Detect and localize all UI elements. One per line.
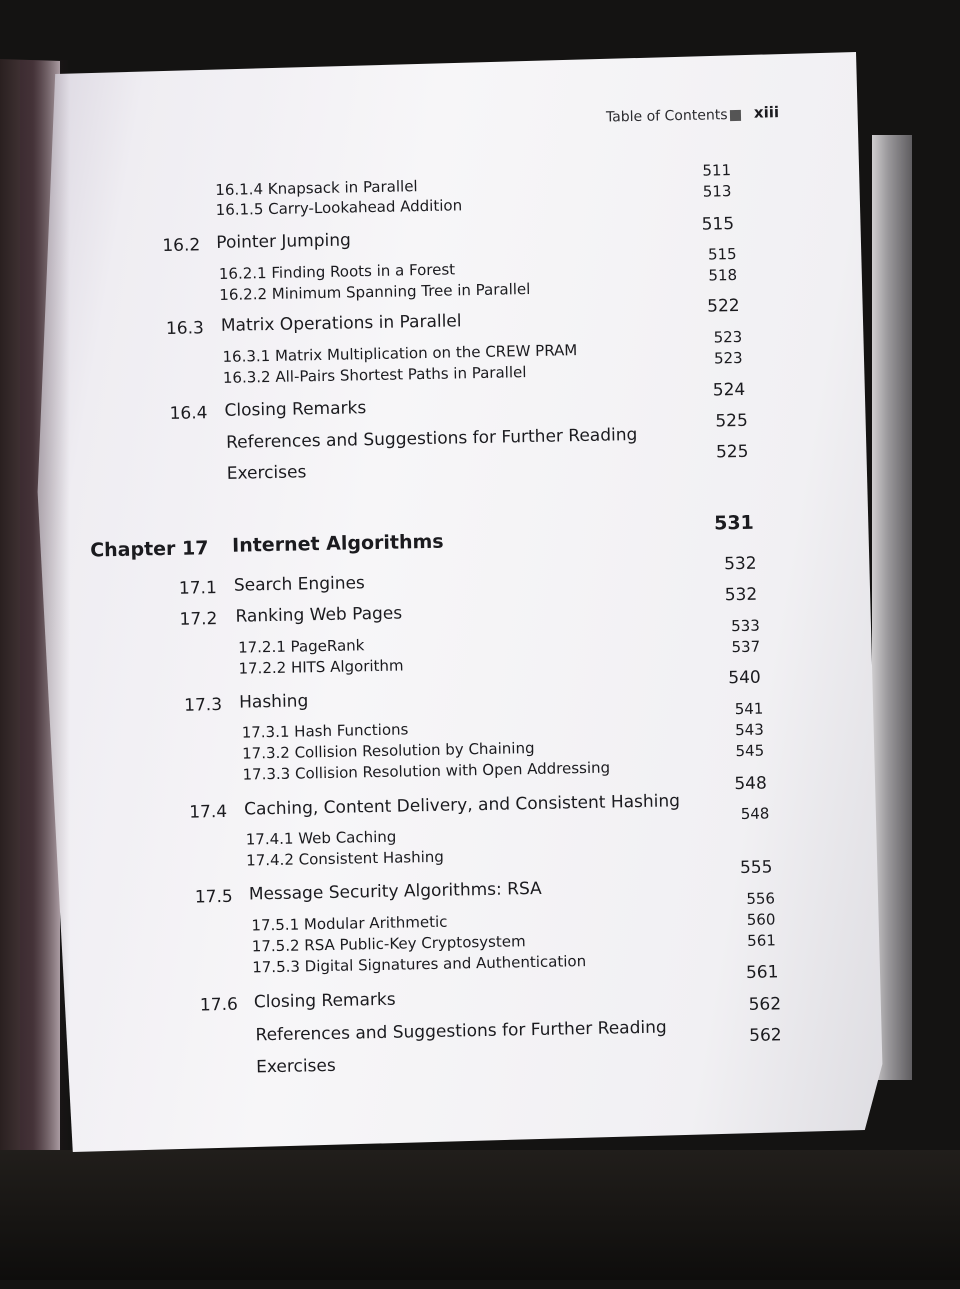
toc-section-label: References and Suggestions for Further Reading (225, 424, 638, 453)
toc-section-number: 16.4 (169, 403, 208, 424)
toc-page-number: 532 (724, 584, 758, 606)
toc-page-number: 513 (702, 182, 732, 201)
toc-section-number: 17.3 (184, 694, 223, 716)
toc-page-number: 511 (702, 161, 732, 180)
header-square-icon (730, 110, 741, 121)
toc-page-number: 560 (746, 910, 776, 929)
toc-subsection-label: 17.5.1 Modular Arithmetic (251, 912, 448, 935)
toc-subsection-label: 17.5.3 Digital Signatures and Authentication (252, 952, 587, 977)
toc-page-number: 523 (713, 348, 743, 368)
running-header-title: Table of Contents (605, 107, 728, 126)
toc-section-label: Hashing (238, 691, 309, 713)
chapter-title: Internet Algorithms (231, 530, 444, 557)
toc-page-number: 532 (723, 553, 757, 575)
toc-subsection-label: 16.2.1 Finding Roots in a Forest (218, 260, 456, 283)
toc-page-number: 537 (731, 637, 761, 657)
toc-section-number: 16.3 (165, 318, 205, 339)
toc-section-label: Caching, Content Delivery, and Consistent Hashing (244, 791, 681, 820)
toc-section-label: Search Engines (233, 573, 366, 596)
toc-subsection-label: 17.3.3 Collision Resolution with Open Addressing (242, 758, 611, 784)
toc-subsection-label: 17.3.1 Hash Functions (241, 720, 409, 742)
toc-page-number: 543 (734, 720, 764, 740)
toc-section-label: Matrix Operations in Parallel (220, 311, 462, 336)
toc-subsection-label: 17.4.1 Web Caching (245, 827, 397, 849)
toc-page-number: 561 (745, 962, 779, 983)
toc-section-label: Message Security Algorithms: RSA (248, 878, 542, 905)
toc-subsection-label: 16.3.1 Matrix Multiplication on the CREW PRAM (222, 341, 578, 366)
toc-page-number: 533 (730, 616, 760, 636)
toc-subsection-label: 16.1.5 Carry-Lookahead Addition (215, 196, 463, 219)
toc-subsection-label: 17.3.2 Collision Resolution by Chaining (241, 738, 535, 763)
toc-page-number: 548 (734, 773, 768, 795)
toc-section-number: 17.1 (178, 578, 218, 599)
toc-subsection-label: 17.2.2 HITS Algorithm (238, 656, 404, 678)
toc-section-number: 17.4 (189, 801, 228, 823)
toc-page-number: 524 (712, 379, 746, 401)
toc-page-number: 523 (713, 327, 743, 347)
toc-page-number: 515 (701, 214, 735, 235)
toc-section-label: Ranking Web Pages (235, 603, 403, 627)
toc-subsection-label: 16.1.4 Knapsack in Parallel (215, 177, 418, 199)
toc-section-label: Closing Remarks (224, 398, 367, 421)
toc-section-label: References and Suggestions for Further Reading (255, 1017, 667, 1046)
toc-subsection-label: 16.2.2 Minimum Spanning Tree in Parallel (219, 279, 531, 304)
toc-page-number: 525 (715, 441, 749, 463)
toc-section-number: 17.2 (179, 609, 218, 630)
toc-page-number: 515 (707, 245, 737, 264)
toc-section-number: 17.6 (199, 994, 239, 1016)
toc-page-number: 522 (706, 295, 740, 317)
toc-section-number: 16.2 (162, 235, 201, 257)
toc-page-number: 541 (734, 699, 764, 719)
toc-subsection-label: 16.3.2 All-Pairs Shortest Paths in Parallel (222, 363, 527, 387)
toc-page-number: 531 (713, 511, 755, 535)
toc-page-number: 555 (739, 857, 773, 879)
toc-page-number: 556 (746, 889, 776, 908)
toc-section-label: Pointer Jumping (216, 230, 351, 253)
toc-page-number: 548 (740, 804, 770, 824)
toc-page-number: 561 (747, 931, 776, 950)
toc-section-label: Exercises (255, 1055, 336, 1078)
toc-page-number: 540 (728, 667, 761, 689)
toc-subsection-label: 17.2.1 PageRank (237, 636, 365, 657)
toc-subsection-label: 17.4.2 Consistent Hashing (246, 847, 445, 870)
toc-page-number: 562 (748, 994, 782, 1015)
toc-section-label: Closing Remarks (253, 989, 396, 1013)
toc-page-number: 525 (715, 410, 749, 432)
toc-subsection-label: 17.5.2 RSA Public-Key Cryptosystem (251, 932, 526, 956)
toc-page-number: 545 (735, 741, 765, 761)
toc-section-label: Exercises (226, 462, 307, 484)
toc-section-number: 17.5 (194, 886, 233, 908)
chapter-number: Chapter 17 (89, 537, 209, 562)
toc-page-number: 518 (708, 265, 738, 285)
page-number-roman: xiii (753, 103, 780, 122)
toc-page-number: 562 (749, 1025, 782, 1046)
